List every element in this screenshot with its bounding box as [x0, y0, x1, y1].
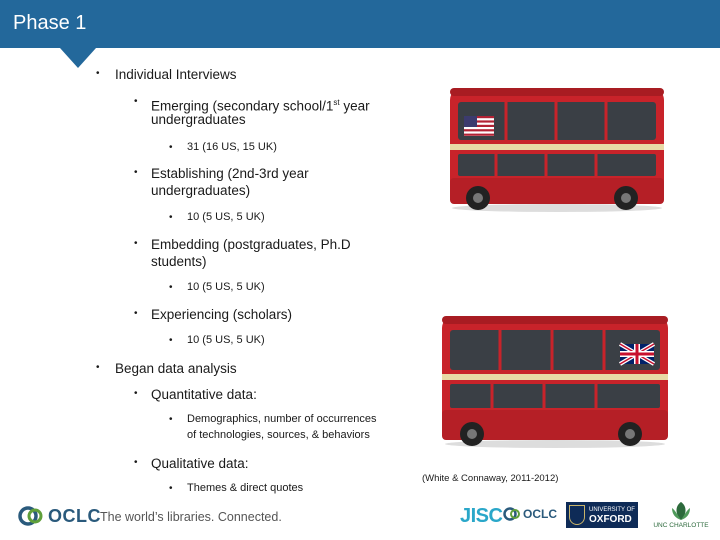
- bullet-glyph: •: [134, 308, 138, 319]
- bullet-glyph: •: [96, 68, 100, 79]
- unc-charlotte-logo: [648, 500, 714, 529]
- bullet-glyph: •: [169, 282, 173, 293]
- bullet-quantitative-detail: Demographics, number of occurrences: [187, 413, 377, 425]
- citation: (White & Connaway, 2011-2012): [422, 473, 559, 484]
- bullet-establishing-line2: undergraduates): [151, 183, 251, 198]
- oxford-crest-icon: [569, 505, 585, 525]
- title-bar-notch: [60, 48, 96, 68]
- bullet-qualitative: Qualitative data:: [151, 456, 249, 471]
- bullet-experiencing: Experiencing (scholars): [151, 307, 293, 322]
- bullet-glyph: •: [134, 457, 138, 468]
- uk-double-decker-bus: [438, 314, 672, 448]
- bullet-began-data-analysis: Began data analysis: [115, 361, 237, 376]
- bullet-establishing: Establishing (2nd-3rd year: [151, 166, 309, 181]
- footer-tagline: The world’s libraries. Connected.: [100, 510, 282, 524]
- bullet-emerging-line2: undergraduates: [151, 112, 246, 127]
- bullet-experiencing-count: 10 (5 US, 5 UK): [187, 334, 265, 346]
- oclc-small-wordmark: OCLC: [523, 507, 557, 521]
- bullet-embedding: Embedding (postgraduates, Ph.D: [151, 237, 351, 252]
- oxford-line1: UNIVERSITY OF: [589, 507, 635, 513]
- bullet-glyph: •: [134, 167, 138, 178]
- oclc-small-logo: [503, 505, 557, 523]
- oxford-logo: [566, 502, 638, 528]
- bullet-quantitative-detail-line2: of technologies, sources, & behaviors: [187, 429, 370, 441]
- bullet-emerging-count: 31 (16 US, 15 UK): [187, 141, 277, 153]
- oclc-logo-icon: [18, 503, 44, 529]
- bullet-quantitative: Quantitative data:: [151, 387, 257, 402]
- us-double-decker-bus: [446, 86, 668, 212]
- us-flag-icon: [464, 116, 494, 136]
- bullet-glyph: •: [169, 212, 173, 223]
- bullet-individual-interviews: Individual Interviews: [115, 67, 237, 82]
- bullet-glyph: •: [134, 96, 138, 107]
- bullet-embedding-line2: students): [151, 254, 207, 269]
- bullet-glyph: •: [169, 483, 173, 494]
- oclc-wordmark: OCLC: [48, 505, 101, 526]
- title-bar: [0, 0, 720, 48]
- bullet-glyph: •: [169, 414, 173, 425]
- oclc-small-logo-icon: [503, 505, 521, 523]
- jisc-logo: JISC: [460, 505, 503, 527]
- bullet-glyph: •: [96, 362, 100, 373]
- slide-title: Phase 1: [13, 12, 87, 34]
- bullet-embedding-count: 10 (5 US, 5 UK): [187, 281, 265, 293]
- unc-wordmark: UNC CHARLOTTE: [653, 522, 709, 529]
- bullet-emerging: Emerging (secondary school/1st year: [151, 98, 370, 114]
- bullet-glyph: •: [169, 335, 173, 346]
- oxford-line2: OXFORD: [589, 514, 632, 525]
- bullet-glyph: •: [169, 142, 173, 153]
- bullet-establishing-count: 10 (5 US, 5 UK): [187, 211, 265, 223]
- uk-flag-icon: [620, 344, 654, 364]
- unc-leaf-icon: [669, 500, 693, 522]
- bullet-qualitative-detail: Themes & direct quotes: [187, 482, 304, 494]
- bullet-glyph: •: [134, 388, 138, 399]
- oclc-logo: [18, 502, 101, 530]
- bullet-glyph: •: [134, 238, 138, 249]
